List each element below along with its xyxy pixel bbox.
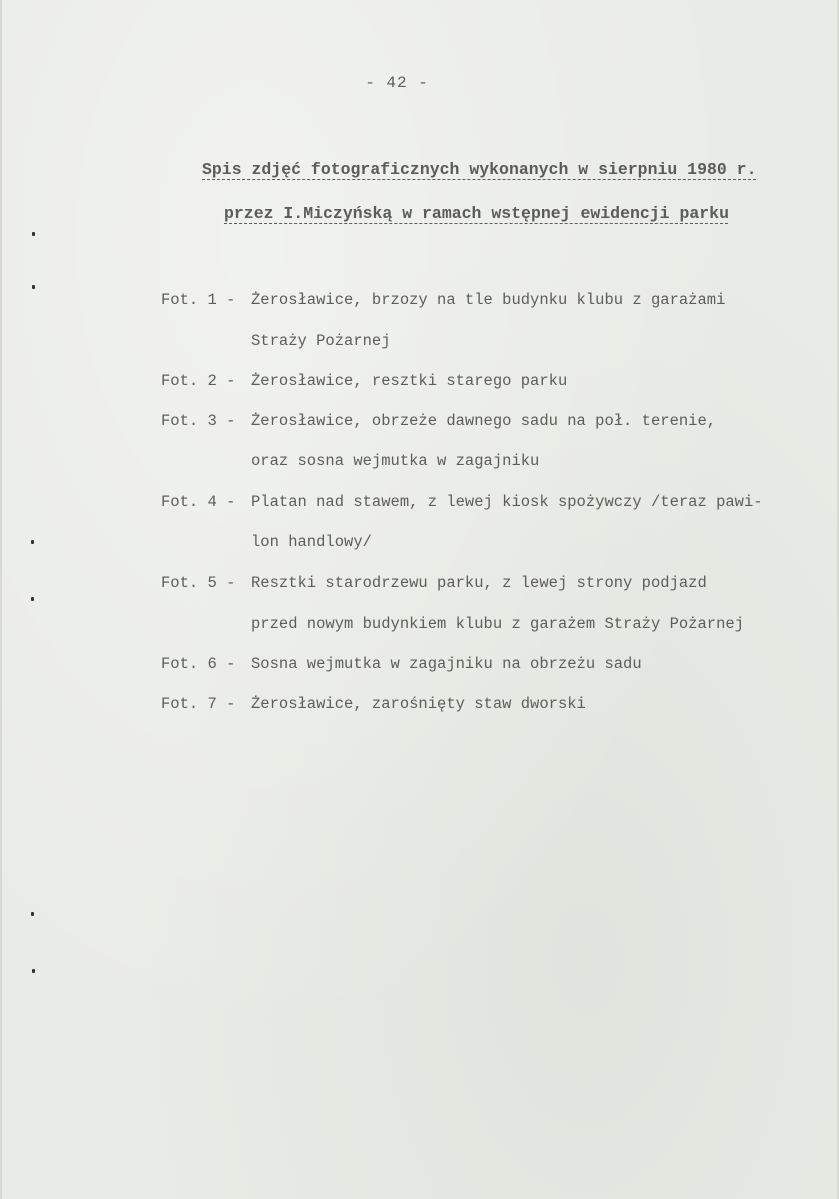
- photo-entry-text: Resztki starodrzewu parku, z lewej strony podjazd: [251, 574, 707, 592]
- photo-entry-text: Platan nad stawem, z lewej kiosk spożywczy /teraz pawi-: [251, 493, 763, 511]
- photo-entry-label: Fot. 6 -: [161, 655, 236, 673]
- photo-entry-3-continuation: oraz sosna wejmutka w zagajniku: [251, 452, 540, 470]
- photo-entry-1-continuation: Straży Pożarnej: [251, 332, 391, 350]
- photo-entry-label: Fot. 5 -: [161, 574, 236, 592]
- photo-entry-5: [161, 574, 821, 592]
- scan-speck: [32, 232, 35, 236]
- photo-entry-text: Żerosławice, obrzeże dawnego sadu na poł. terenie,: [251, 412, 717, 430]
- page-number: - 42 -: [365, 74, 429, 92]
- photo-entry-text: Żerosławice, resztki starego parku: [251, 372, 568, 390]
- photo-entry-text: Żerosławice, zarośnięty staw dworski: [251, 695, 586, 713]
- scan-speck: [32, 969, 35, 973]
- photo-entry-label: Fot. 2 -: [161, 372, 236, 390]
- photo-entry-text: Sosna wejmutka w zagajniku na obrzeżu sadu: [251, 655, 642, 673]
- photo-entry-4: [161, 493, 821, 511]
- photo-entry-label: Fot. 7 -: [161, 695, 236, 713]
- photo-entry-6: [161, 655, 821, 673]
- photo-entry-3: [161, 412, 821, 430]
- scan-speck: [31, 540, 34, 544]
- photo-entry-4-continuation: lon handlowy/: [251, 533, 372, 551]
- photo-entry-7: [161, 695, 821, 713]
- scan-speck: [31, 597, 34, 601]
- photo-entry-1: [161, 291, 821, 309]
- photo-entry-2: [161, 372, 821, 390]
- photo-entry-text: Żerosławice, brzozy na tle budynku klubu z garażami: [251, 291, 726, 309]
- photo-entry-label: Fot. 4 -: [161, 493, 236, 511]
- scan-speck: [32, 285, 35, 289]
- document-title-line-2: przez I.Miczyńską w ramach wstępnej ewidencji parku: [224, 204, 729, 223]
- document-title-line-1: Spis zdjęć fotograficznych wykonanych w sierpniu 1980 r.: [202, 160, 757, 179]
- photo-entry-label: Fot. 3 -: [161, 412, 236, 430]
- scan-speck: [31, 912, 34, 916]
- photo-entry-label: Fot. 1 -: [161, 291, 236, 309]
- photo-entry-5-continuation: przed nowym budynkiem klubu z garażem Straży Pożarnej: [251, 615, 744, 633]
